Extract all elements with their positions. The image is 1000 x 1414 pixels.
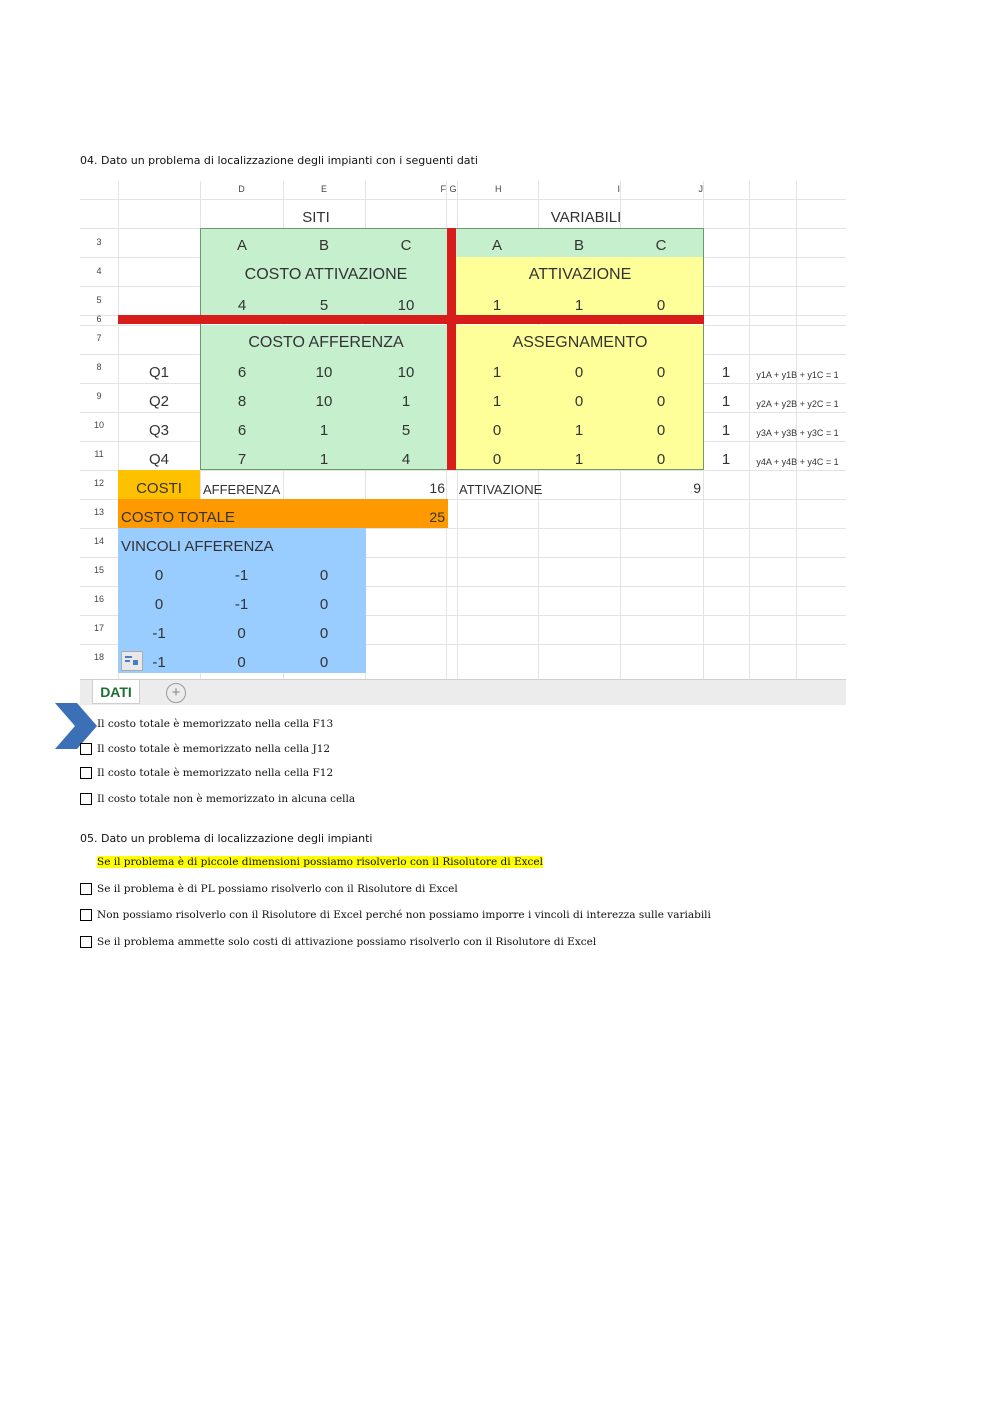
row-number: 6 (96, 314, 102, 324)
q4-option-3-text: Il costo totale è memorizzato nella cella F12 (97, 767, 334, 779)
var-letter: A (491, 236, 502, 254)
col-header: D (238, 184, 245, 194)
assign-cell: 0 (492, 421, 502, 439)
var-letter: C (655, 236, 667, 254)
attivazione-value: 0 (656, 296, 666, 314)
vincolo-cell: -1 (234, 595, 249, 613)
checkbox[interactable] (80, 909, 92, 921)
siti-header: SITI (302, 208, 330, 226)
sheet-tab-bar (80, 679, 846, 705)
paste-options-icon[interactable] (121, 651, 143, 671)
vincolo-cell: -1 (152, 653, 166, 671)
costo-totale-value: 25 (429, 509, 445, 525)
row-number: 16 (93, 594, 104, 604)
row-number: 7 (96, 333, 102, 343)
row-number: 3 (96, 237, 102, 247)
vincolo-cell: -1 (152, 624, 166, 642)
col-header: E (320, 184, 327, 194)
col-header: F (440, 184, 446, 194)
assign-cell: 0 (492, 450, 502, 468)
q5-option-2[interactable] (80, 883, 458, 895)
q5-option-4-text: Se il problema ammette solo costi di attivazione possiamo risolverlo con il Risolutore di Excel (97, 936, 597, 948)
add-sheet-icon[interactable]: + (166, 683, 186, 703)
row-number: 11 (94, 449, 104, 459)
vincolo-cell: 0 (237, 624, 246, 642)
checkbox[interactable] (80, 743, 92, 755)
cost-cell: 6 (237, 363, 247, 381)
costo-attivazione-value: 10 (397, 296, 415, 314)
siti-letter: C (400, 236, 412, 254)
assign-cell: 0 (656, 450, 666, 468)
cost-cell: 8 (237, 392, 247, 410)
q4-option-1[interactable] (97, 718, 333, 730)
assign-cell: 0 (574, 392, 584, 410)
q4-option-4[interactable] (80, 793, 355, 805)
checkbox[interactable] (80, 793, 92, 805)
col-header: H (495, 184, 502, 194)
q4-option-4-text: Il costo totale non è memorizzato in alcuna cella (97, 793, 356, 805)
equation: y2A + y2B + y2C = 1 (756, 399, 839, 409)
vincolo-cell: 0 (319, 595, 329, 613)
row-number: 18 (93, 652, 104, 662)
q5-option-1[interactable] (97, 856, 543, 868)
q-label: Q4 (148, 450, 169, 468)
assign-cell: 1 (574, 450, 584, 468)
attivazione2-value: 9 (693, 480, 701, 496)
sheet-tab-dati[interactable]: DATI (92, 680, 140, 704)
vincolo-cell: 0 (319, 566, 329, 584)
cost-cell: 10 (397, 363, 415, 381)
q5-option-4[interactable] (80, 936, 596, 948)
q4-title: 04. Dato un problema di localizzazione degli impianti con i seguenti dati (80, 154, 478, 167)
row-number: 14 (93, 536, 104, 546)
q-label: Q1 (148, 363, 169, 381)
vincolo-cell: 0 (319, 624, 329, 642)
costi-label: COSTI (136, 479, 182, 497)
assign-cell: 1 (492, 363, 502, 381)
row-number: 4 (96, 266, 102, 276)
assign-cell: 0 (656, 363, 666, 381)
q4-option-3[interactable] (80, 767, 333, 779)
assign-cell: 0 (574, 363, 584, 381)
attivazione2-label: ATTIVAZIONE (459, 481, 543, 497)
col-header: G (449, 184, 457, 194)
cost-cell: 1 (319, 421, 329, 439)
attivazione-label: ATTIVAZIONE (528, 266, 632, 283)
q-label: Q3 (148, 421, 169, 439)
row-number: 5 (96, 295, 102, 305)
afferenza-value: 16 (429, 480, 445, 496)
cost-cell: 6 (237, 421, 247, 439)
sum-cell: 1 (721, 421, 731, 439)
vincolo-cell: 0 (237, 653, 246, 671)
vincolo-cell: -1 (234, 566, 249, 584)
row-number: 9 (96, 391, 102, 401)
vincolo-cell: 0 (154, 595, 164, 613)
sum-cell: 1 (721, 450, 731, 468)
cost-cell: 5 (401, 421, 411, 439)
var-letter: B (573, 236, 584, 254)
spreadsheet-screenshot (80, 181, 846, 705)
assign-cell: 0 (656, 392, 666, 410)
afferenza-label: AFFERENZA (203, 481, 281, 497)
assegnamento-label: ASSEGNAMENTO (512, 334, 648, 351)
col-header: J (698, 184, 703, 194)
q5-option-3-text: Non possiamo risolverlo con il Risolutore di Excel perché non possiamo imporre i vincoli di interezza sulle variabili (97, 909, 711, 921)
row-number: 15 (93, 565, 104, 575)
costo-totale-label: COSTO TOTALE (121, 508, 235, 526)
variabili-header: VARIABILI (550, 208, 622, 226)
q5-title: 05. Dato un problema di localizzazione degli impianti (80, 832, 373, 845)
vincolo-cell: 0 (319, 653, 329, 671)
attivazione-value: 1 (492, 296, 502, 314)
costo-attivazione-label: COSTO ATTIVAZIONE (244, 266, 408, 283)
siti-letter: A (236, 236, 247, 254)
equation: y4A + y4B + y4C = 1 (756, 457, 839, 467)
q4-option-2-text: Il costo totale è memorizzato nella cella J12 (97, 743, 331, 755)
equation: y1A + y1B + y1C = 1 (756, 370, 839, 380)
row-number: 12 (93, 478, 104, 488)
q5-option-3[interactable] (80, 909, 711, 921)
row-number: 13 (93, 507, 104, 517)
cost-cell: 10 (315, 363, 333, 381)
row-number: 17 (93, 623, 104, 633)
assign-cell: 1 (574, 421, 584, 439)
cost-cell: 10 (315, 392, 333, 410)
q5-option-2-text: Se il problema è di PL possiamo risolverlo con il Risolutore di Excel (97, 883, 458, 895)
costo-attivazione-value: 5 (319, 296, 329, 314)
assign-cell: 1 (492, 392, 502, 410)
cost-cell: 7 (237, 450, 247, 468)
sum-cell: 1 (721, 363, 731, 381)
checkbox[interactable] (80, 883, 92, 895)
q4-option-2[interactable] (80, 743, 330, 755)
q4-option-1-text: Il costo totale è memorizzato nella cella F13 (97, 718, 334, 730)
col-header: I (617, 184, 620, 194)
vincoli-label: VINCOLI AFFERENZA (121, 537, 274, 555)
q-label: Q2 (148, 392, 169, 410)
cost-cell: 1 (401, 392, 411, 410)
costo-attivazione-value: 4 (237, 296, 247, 314)
assign-cell: 0 (656, 421, 666, 439)
cost-cell: 4 (401, 450, 411, 468)
equation: y3A + y3B + y3C = 1 (756, 428, 839, 438)
q5-option-1-text: Se il problema è di piccole dimensioni possiamo risolverlo con il Risolutore di Excel (97, 856, 543, 868)
checkbox[interactable] (80, 936, 92, 948)
row-number: 8 (96, 362, 102, 372)
siti-letter: B (318, 236, 329, 254)
costo-afferenza-label: COSTO AFFERENZA (248, 334, 404, 351)
cost-cell: 1 (319, 450, 329, 468)
vincolo-cell: 0 (154, 566, 164, 584)
checkbox[interactable] (80, 767, 92, 779)
attivazione-value: 1 (574, 296, 584, 314)
sum-cell: 1 (721, 392, 731, 410)
row-number: 10 (93, 420, 104, 430)
